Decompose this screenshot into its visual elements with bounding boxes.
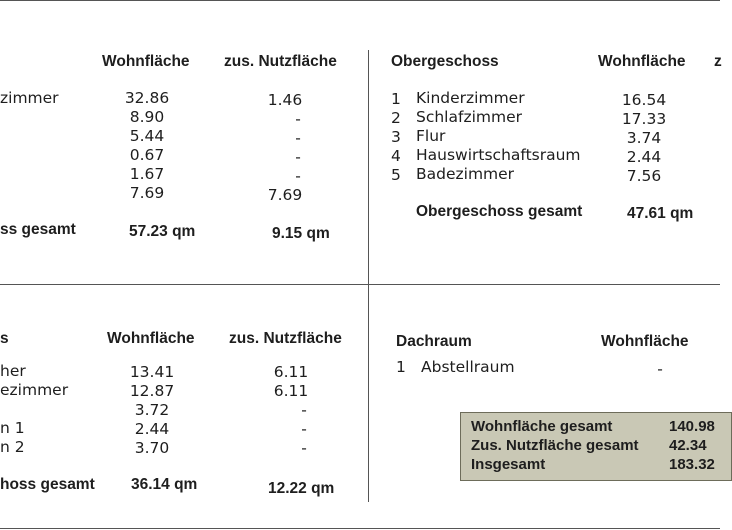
tl-row-5-wohn: 1.67 xyxy=(129,165,165,183)
tr-row-3-num: 3 xyxy=(391,128,401,146)
tr-title: Obergeschoss xyxy=(391,53,499,70)
bl-row-4-wohn: 2.44 xyxy=(134,420,170,438)
br-row-1-wohn: - xyxy=(657,360,663,378)
bl-row-2-name: ezimmer xyxy=(0,381,69,399)
tl-row-1-name: zimmer xyxy=(0,89,59,107)
tl-total-nutz: 9.15 qm xyxy=(272,225,330,242)
tl-row-3-wohn: 5.44 xyxy=(129,127,165,145)
tl-row-2-nutz: - xyxy=(295,110,301,128)
summary-label-wohnflaeche: Wohnfläche gesamt xyxy=(471,418,613,435)
tr-row-3-wohn: 3.74 xyxy=(626,129,662,147)
tl-row-3-nutz: - xyxy=(295,129,301,147)
summary-label-insgesamt: Insgesamt xyxy=(471,456,546,473)
tr-row-3-name: Flur xyxy=(416,127,446,145)
tl-total-label: ss gesamt xyxy=(0,221,76,238)
bl-title-fragment: s xyxy=(0,330,9,347)
bl-row-1-nutz: 6.11 xyxy=(273,363,309,381)
bl-row-1-name: her xyxy=(0,362,26,380)
bl-row-5-wohn: 3.70 xyxy=(134,439,170,457)
bl-total-nutz: 12.22 qm xyxy=(268,480,335,497)
summary-value-nutzflaeche: 42.34 xyxy=(669,437,707,454)
tr-row-4-wohn: 2.44 xyxy=(626,148,662,166)
bl-row-2-wohn: 12.87 xyxy=(129,382,175,400)
br-header-wohnflaeche: Wohnfläche xyxy=(601,333,689,350)
bl-row-4-nutz: - xyxy=(301,420,307,438)
bl-row-5-name: n 2 xyxy=(0,438,25,456)
bl-row-4-name: n 1 xyxy=(0,419,25,437)
tl-header-nutzflaeche: zus. Nutzfläche xyxy=(224,53,337,70)
bl-row-1-wohn: 13.41 xyxy=(129,363,175,381)
bl-total-label: hoss gesamt xyxy=(0,476,95,493)
tr-row-2-wohn: 17.33 xyxy=(621,110,667,128)
tr-row-5-name: Badezimmer xyxy=(416,165,515,183)
tr-total-label: Obergeschoss gesamt xyxy=(416,203,583,220)
summary-box xyxy=(460,412,732,481)
tl-row-1-wohn: 32.86 xyxy=(124,89,170,107)
tl-row-4-wohn: 0.67 xyxy=(129,146,165,164)
bl-row-2-nutz: 6.11 xyxy=(273,382,309,400)
tr-total-wohn: 47.61 qm xyxy=(627,205,694,222)
tl-row-1-nutz: 1.46 xyxy=(267,91,303,109)
summary-label-nutzflaeche: Zus. Nutzfläche gesamt xyxy=(471,437,639,454)
tr-row-4-name: Hauswirtschaftsraum xyxy=(416,146,581,164)
tr-row-5-num: 5 xyxy=(391,166,401,184)
tr-header-nutz-fragment: z xyxy=(714,53,722,70)
bottom-border xyxy=(0,528,720,529)
bl-header-nutzflaeche: zus. Nutzfläche xyxy=(229,330,342,347)
bl-row-3-wohn: 3.72 xyxy=(134,401,170,419)
tl-row-5-nutz: - xyxy=(295,167,301,185)
bl-row-3-nutz: - xyxy=(301,401,307,419)
br-row-1-num: 1 xyxy=(396,358,406,376)
tr-row-4-num: 4 xyxy=(391,147,401,165)
br-title: Dachraum xyxy=(396,333,472,350)
tl-row-6-wohn: 7.69 xyxy=(129,184,165,202)
tr-row-2-name: Schlafzimmer xyxy=(416,108,522,126)
bl-row-5-nutz: - xyxy=(301,439,307,457)
bl-total-wohn: 36.14 qm xyxy=(131,476,198,493)
bl-header-wohnflaeche: Wohnfläche xyxy=(107,330,195,347)
tr-row-1-name: Kinderzimmer xyxy=(416,89,525,107)
tl-row-6-nutz: 7.69 xyxy=(267,186,303,204)
middle-divider-horizontal xyxy=(0,284,720,285)
br-row-1-name: Abstellraum xyxy=(421,358,515,376)
tr-row-5-wohn: 7.56 xyxy=(626,167,662,185)
tr-row-1-num: 1 xyxy=(391,90,401,108)
tr-row-2-num: 2 xyxy=(391,109,401,127)
tr-header-wohnflaeche: Wohnfläche xyxy=(598,53,686,70)
summary-value-insgesamt: 183.32 xyxy=(669,456,715,473)
tr-row-1-wohn: 16.54 xyxy=(621,91,667,109)
tl-header-wohnflaeche: Wohnfläche xyxy=(102,53,190,70)
tl-total-wohn: 57.23 qm xyxy=(129,223,196,240)
middle-divider-vertical xyxy=(368,50,369,502)
top-border xyxy=(0,0,720,1)
summary-value-wohnflaeche: 140.98 xyxy=(669,418,715,435)
tl-row-4-nutz: - xyxy=(295,148,301,166)
tl-row-2-wohn: 8.90 xyxy=(129,108,165,126)
